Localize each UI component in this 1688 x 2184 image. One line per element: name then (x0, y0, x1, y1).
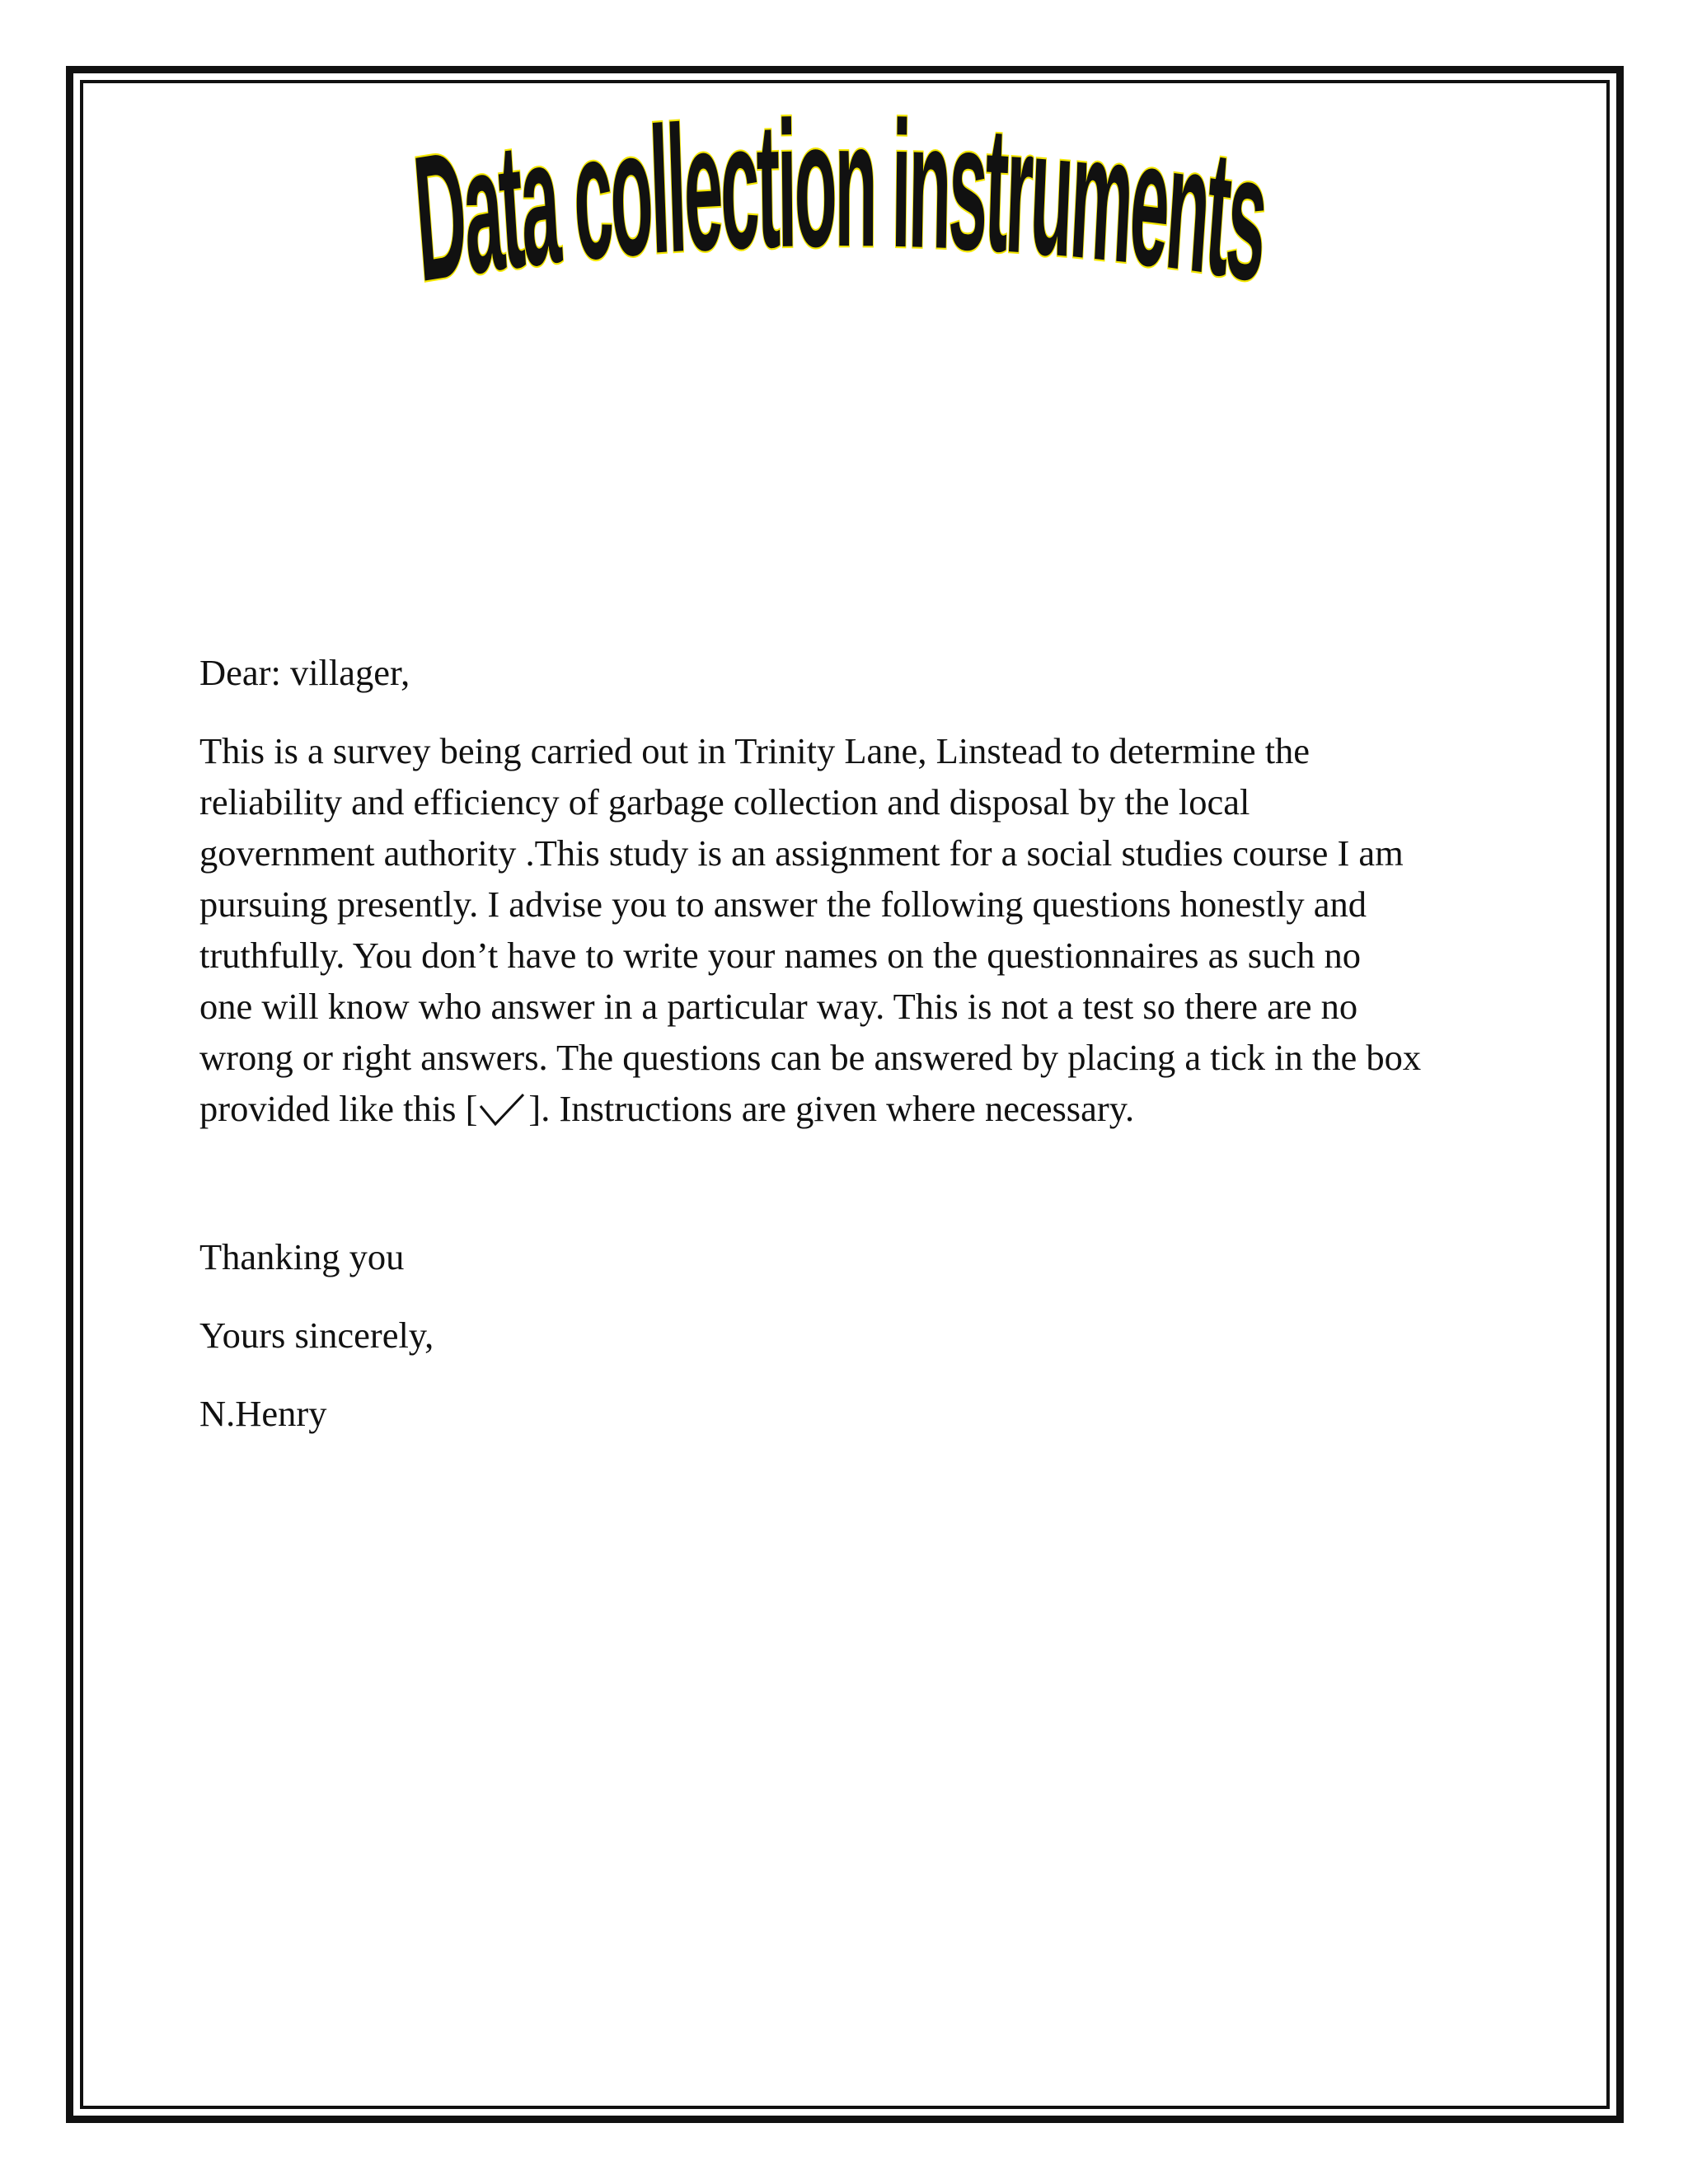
paragraph-line: wrong or right answers. The questions can be answered by placing a tick in the box (199, 1037, 1422, 1078)
svg-text:Data collection instruments (408, 82, 1300, 324)
paragraph-line-last (199, 1083, 1518, 1134)
tick-instruction-end: ]. Instructions are given where necessary. (528, 1088, 1135, 1129)
paragraph-line: one will know who answer in a particular way. This is not a test so there are no (199, 986, 1358, 1027)
closing-thanks: Thanking you (199, 1236, 405, 1277)
document-title (404, 82, 1300, 383)
letter-body (199, 647, 1518, 1439)
signature: N.Henry (199, 1393, 327, 1434)
salutation: Dear: villager, (199, 652, 410, 693)
check-mark-icon (477, 1091, 528, 1127)
document-title-text: Data collection instruments (408, 82, 1300, 324)
tick-instruction-start: provided like this [ (199, 1088, 478, 1129)
paragraph-line: government authority .This study is an assignment for a social studies course I am (199, 832, 1404, 874)
paragraph-line: reliability and efficiency of garbage collection and disposal by the local (199, 781, 1250, 823)
closing-sincerely: Yours sincerely, (199, 1315, 434, 1356)
paragraph-line: pursuing presently. I advise you to answer the following questions honestly and (199, 883, 1367, 925)
paragraph-line: This is a survey being carried out in Trinity Lane, Linstead to determine the (199, 730, 1311, 771)
letter-paragraph (199, 725, 1518, 1134)
paragraph-line: truthfully. You don’t have to write your names on the questionnaires as such no (199, 935, 1361, 976)
